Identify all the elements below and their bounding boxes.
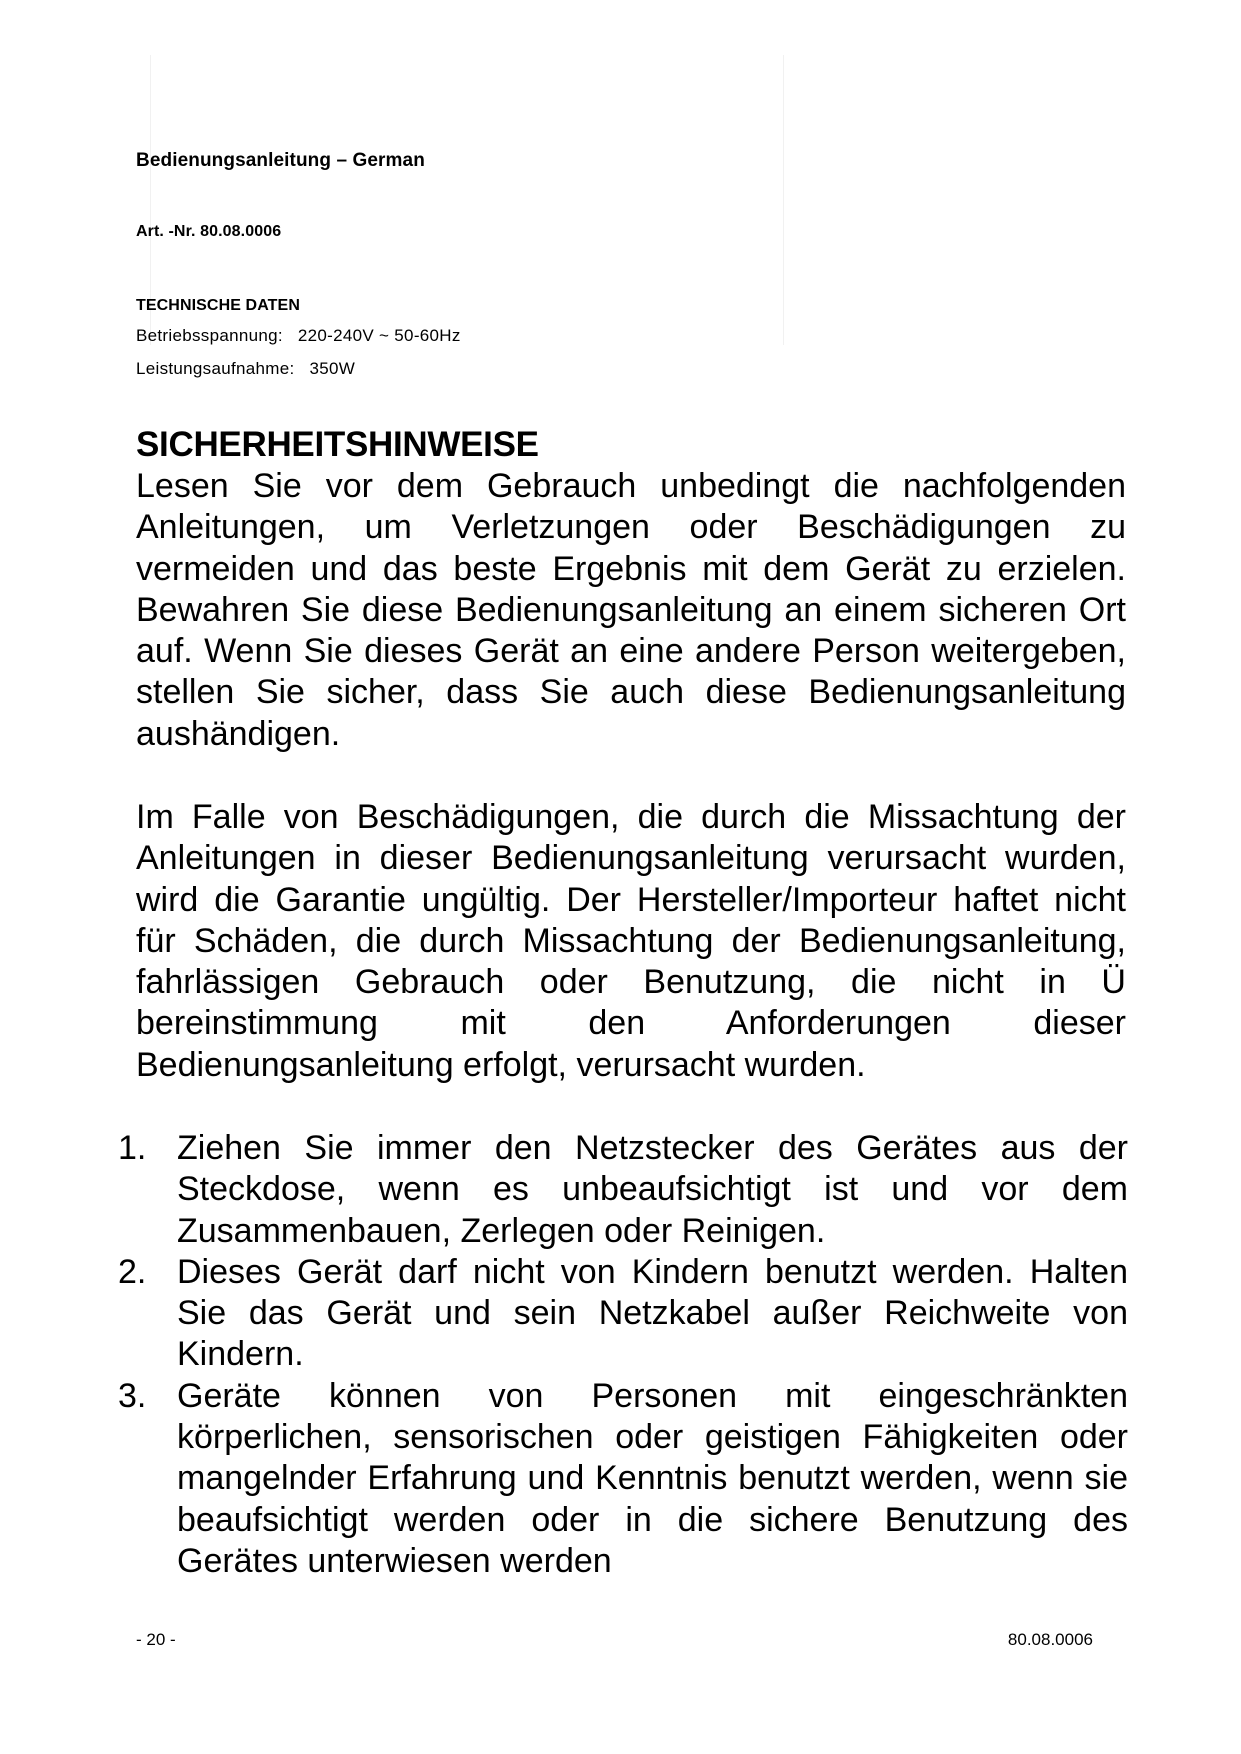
list-item-text: Ziehen Sie immer den Netzstecker des Gerätes aus der Steckdose, wenn es unbeaufsichtigt ist und vor dem Zusammenbauen, Zerlegen oder Reinigen. — [177, 1129, 1128, 1250]
footer-article-number: 80.08.0006 — [1007, 1630, 1093, 1649]
list-item-text: Dieses Gerät darf nicht von Kindern benutzt werden. Halten Sie das Gerät und sein Netzkabel außer Reichweite von Kindern. — [177, 1252, 1128, 1374]
list-item — [118, 1128, 1128, 1252]
list-item-number: 1. — [118, 1129, 147, 1167]
list-item — [118, 1376, 1128, 1582]
technical-data-heading: TECHNISCHE DATEN — [136, 297, 300, 314]
warranty-paragraph: Im Falle von Beschädigungen, die durch die Missachtung der Anleitungen in dieser Bedienungsanleitung verursacht wurden, wird die Garantie ungültig. Der Hersteller/Importeur haftet nicht für Schäden, die durch Missachtung der Bedienungsanleitung, fahrlässigen Gebrauch oder Benutzung, die nicht in Ü bereinstimmung mit den Anforderungen dieser Bedienungsanleitung erfolgt, verursacht wurden. — [136, 798, 1126, 1084]
spec-row-voltage — [136, 326, 461, 346]
list-item-number: 3. — [118, 1376, 147, 1415]
spec-value: 220-240V ~ 50-60Hz — [297, 326, 461, 345]
article-number: Art. -Nr. 80.08.0006 — [136, 223, 282, 240]
list-item — [118, 1252, 1128, 1376]
list-item-number: 2. — [118, 1252, 147, 1291]
list-item-text: Geräte können von Personen mit eingeschränkten körperlichen, sensorischen oder geistigen Fähigkeiten oder mangelnder Erfahrung und Kenntnis benutzt werden, wenn sie beaufsichtigt werden oder in die sichere Benutzung des Gerätes unterwiesen werden — [177, 1376, 1128, 1580]
spec-row-power — [136, 359, 355, 379]
safety-instructions-list — [118, 1128, 1128, 1582]
spec-value: 350W — [309, 359, 356, 378]
spec-label: Betriebsspannung: — [136, 326, 283, 345]
intro-paragraph: Lesen Sie vor dem Gebrauch unbedingt die nachfolgenden Anleitungen, um Verletzungen oder Beschädigungen zu vermeiden und das beste Ergebnis mit dem Gerät zu erzielen. Bewahren Sie diese Bedienungsanleitung an einem sicheren Ort auf. Wenn Sie dieses Gerät an eine andere Person weitergeben, stellen Sie sicher, dass Sie auch diese Bedienungsanleitung aushändigen. — [136, 467, 1126, 753]
footer-page-number: - 20 - — [136, 1630, 176, 1649]
scan-artifact-line — [783, 55, 784, 345]
spec-label: Leistungsaufnahme: — [136, 359, 295, 378]
document-title: Bedienungsanleitung – German — [136, 150, 425, 171]
safety-heading: SICHERHEITSHINWEISE — [136, 425, 539, 464]
